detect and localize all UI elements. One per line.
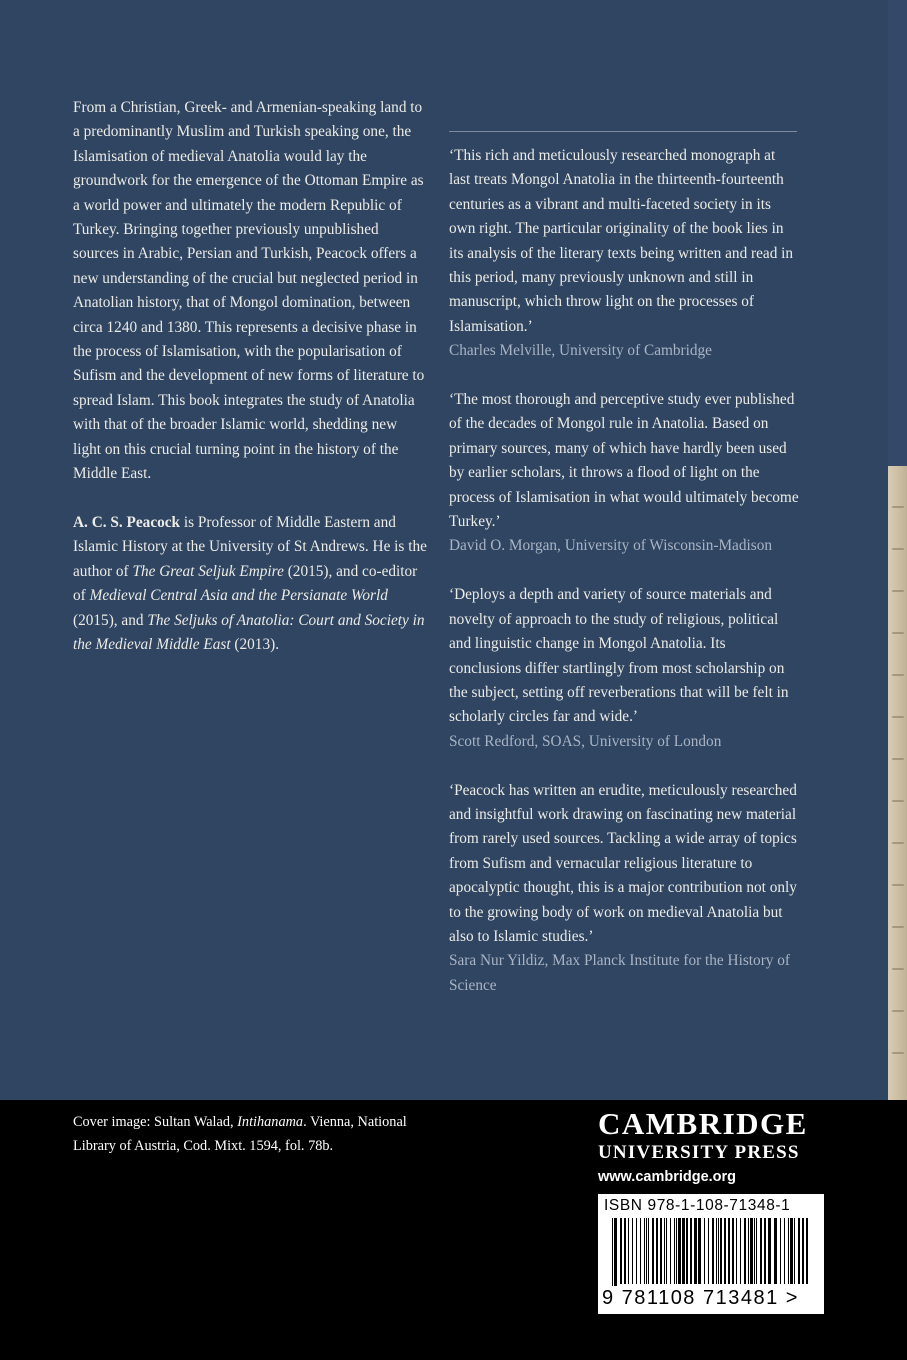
credit-prefix: Cover image: Sultan Walad, <box>73 1114 238 1130</box>
manuscript-ink-mark <box>892 590 904 592</box>
barcode-bar <box>790 1218 793 1284</box>
book-title-2: Medieval Central Asia and the Persianate World <box>89 587 388 605</box>
barcode-bar <box>768 1218 771 1284</box>
review-quote: ‘The most thorough and perceptive study ever published of the decades of Mongol rule in Anatolia. Based on primary sources, many of which have hardly been used by earlier scholars, it throws a flood of light on the process of Islamisation in what would ultimately become Turkey.’ <box>449 391 799 531</box>
review-quote: ‘Peacock has written an erudite, meticulously researched and insightful work drawing on fascinating new material from rarely used sources. Tackling a wide array of topics from Sufism and vernacular religious literature to apocalyptic thought, this is a major contribution not only to the growing body of work on medieval Anatolia but also to Islamic studies.’ <box>449 781 797 945</box>
barcode-bar <box>712 1218 714 1284</box>
barcode-bar <box>716 1218 717 1284</box>
barcode-bar <box>682 1218 685 1284</box>
manuscript-ink-mark <box>892 674 904 676</box>
barcode-bar <box>720 1218 722 1284</box>
manuscript-ink-mark <box>892 632 904 634</box>
manuscript-ink-mark <box>892 716 904 718</box>
barcode-bar <box>632 1218 633 1284</box>
manuscript-ink-mark <box>892 506 904 508</box>
barcode-bar <box>646 1218 647 1284</box>
barcode-bar <box>636 1218 637 1284</box>
barcode-bar <box>640 1218 641 1284</box>
review-quote: ‘Deploys a depth and variety of source materials and novelty of approach to the study of religious, political and linguistic change in Mongol Anatolia. Its conclusions differ startlingly from most scholarship on the subject, setting off reverberations that will be felt in scholarly circles far and wide.’ <box>449 586 789 726</box>
review-melville <box>449 144 799 364</box>
review-attribution: Scott Redford, SOAS, University of London <box>449 732 722 750</box>
barcode-bar <box>780 1218 781 1284</box>
barcode-bar <box>784 1218 785 1284</box>
barcode-bar <box>664 1218 665 1284</box>
barcode-bar <box>670 1218 671 1284</box>
manuscript-ink-mark <box>892 758 904 760</box>
isbn-barcode <box>598 1194 824 1314</box>
left-column <box>73 96 428 657</box>
manuscript-image-strip <box>888 466 907 1100</box>
book-blurb: From a Christian, Greek- and Armenian-speaking land to a predominantly Muslim and Turkish speaking one, the Islamisation of medieval Anatolia would lay the groundwork for the emergence of the Ottoman Empire as a world power and ultimately the modern Republic of Turkey. Bringing together previously unpublished sources in Arabic, Persian and Turkish, Peacock offers a new understanding of the crucial but neglected period in Anatolian history, that of Mongol domination, between circa 1240 and 1380. This represents a decisive phase in the process of Islamisation, with the popularisation of Sufism and the development of new forms of literature to spread Islam. This book integrates the study of Anatolia with that of the broader Islamic world, shedding new light on this crucial turning point in the history of the Middle East. <box>73 99 425 483</box>
barcode-bar <box>666 1218 667 1284</box>
barcode-bar <box>678 1218 681 1284</box>
barcode-bar <box>708 1218 709 1284</box>
review-attribution: David O. Morgan, University of Wisconsin-Madison <box>449 537 772 555</box>
publisher-subtitle: UNIVERSITY PRESS <box>598 1142 800 1163</box>
cover-image-credit <box>73 1110 433 1159</box>
credit-suffix: . Vienna, National Library of Austria, Cod. Mixt. 1594, fol. 78b. <box>73 1114 407 1155</box>
barcode-bar <box>802 1218 804 1284</box>
review-redford <box>449 583 799 754</box>
publisher-name: CAMBRIDGE <box>598 1106 808 1141</box>
barcode-bar <box>644 1218 645 1284</box>
barcode-bar <box>736 1218 737 1284</box>
review-attribution: Sara Nur Yildiz, Max Planck Institute for the History of Science <box>449 952 790 994</box>
barcode-bar <box>798 1218 800 1284</box>
barcode-bar <box>764 1218 766 1284</box>
barcode-bar <box>754 1218 755 1284</box>
reviews-column <box>449 131 799 1023</box>
manuscript-ink-mark <box>892 1052 904 1054</box>
barcode-bar <box>774 1218 777 1284</box>
author-bio-text-4: (2013). <box>230 635 280 653</box>
barcode-bar <box>620 1218 622 1284</box>
author-bio-text-3: (2015), and <box>73 611 148 629</box>
publisher-logo <box>598 1106 828 1188</box>
manuscript-ink-mark <box>892 842 904 844</box>
barcode-bar <box>756 1218 757 1284</box>
isbn-label: ISBN 978-1-108-71348-1 <box>604 1197 791 1214</box>
book-title-3: The Seljuks of Anatolia: Court and Society in the Medieval Middle East <box>73 611 425 653</box>
review-quote: ‘This rich and meticulously researched monograph at last treats Mongol Anatolia in the thirteenth-fourteenth centuries as a vibrant and multi-faceted society in its own right. The particular originality of the book lies in its analysis of the literary texts being written and read in this period, many previously unknown and still in manuscript, which throw light on the processes of Islamisation.’ <box>449 147 794 335</box>
credit-work-title: Intihanama <box>237 1114 304 1130</box>
barcode-bar <box>686 1218 688 1284</box>
barcode-bar <box>744 1218 746 1284</box>
barcode-bars <box>602 1218 820 1288</box>
manuscript-ink-mark <box>892 968 904 970</box>
manuscript-ink-mark <box>892 800 904 802</box>
author-bio-text-2: (2015), and co-editor of <box>73 562 418 605</box>
barcode-bar <box>690 1218 692 1284</box>
manuscript-ink-mark <box>892 1010 904 1012</box>
barcode-bar <box>628 1218 629 1284</box>
manuscript-ink-mark <box>892 884 904 886</box>
barcode-digits: 9 781108 713481 > <box>602 1286 822 1310</box>
book-title-1: The Great Seljuk Empire <box>132 562 284 580</box>
barcode-bar <box>794 1218 795 1284</box>
review-attribution: Charles Melville, University of Cambridge <box>449 342 712 360</box>
barcode-bar <box>728 1218 730 1284</box>
barcode-bar <box>674 1218 675 1284</box>
barcode-bar <box>732 1218 734 1284</box>
author-bio <box>73 511 428 657</box>
manuscript-ink-mark <box>892 548 904 550</box>
barcode-bar <box>694 1218 697 1284</box>
barcode-bar <box>624 1218 626 1284</box>
barcode-bar <box>760 1218 762 1284</box>
review-morgan <box>449 388 799 559</box>
manuscript-ink-mark <box>892 926 904 928</box>
barcode-bar <box>656 1218 658 1284</box>
reviews-divider <box>449 131 797 132</box>
barcode-bar <box>750 1218 753 1284</box>
barcode-bar <box>652 1218 654 1284</box>
author-name: A. C. S. Peacock <box>73 513 181 531</box>
barcode-bar <box>676 1218 677 1284</box>
barcode-bar <box>724 1218 726 1284</box>
barcode-bar <box>740 1218 741 1284</box>
barcode-bar <box>788 1218 789 1284</box>
author-bio-text-1: is Professor of Middle Eastern and Islamic History at the University of St Andrews. He is the author of <box>73 513 427 580</box>
barcode-bar <box>660 1218 662 1284</box>
barcode-bar <box>614 1218 617 1288</box>
barcode-bar <box>704 1218 705 1284</box>
barcode-bar <box>648 1218 649 1284</box>
review-yildiz <box>449 779 799 999</box>
publisher-url: www.cambridge.org <box>598 1169 737 1185</box>
barcode-bar <box>806 1218 808 1284</box>
barcode-bar <box>718 1218 719 1284</box>
barcode-bar <box>698 1218 701 1284</box>
barcode-bar <box>748 1218 749 1284</box>
barcode-bar <box>612 1218 613 1288</box>
